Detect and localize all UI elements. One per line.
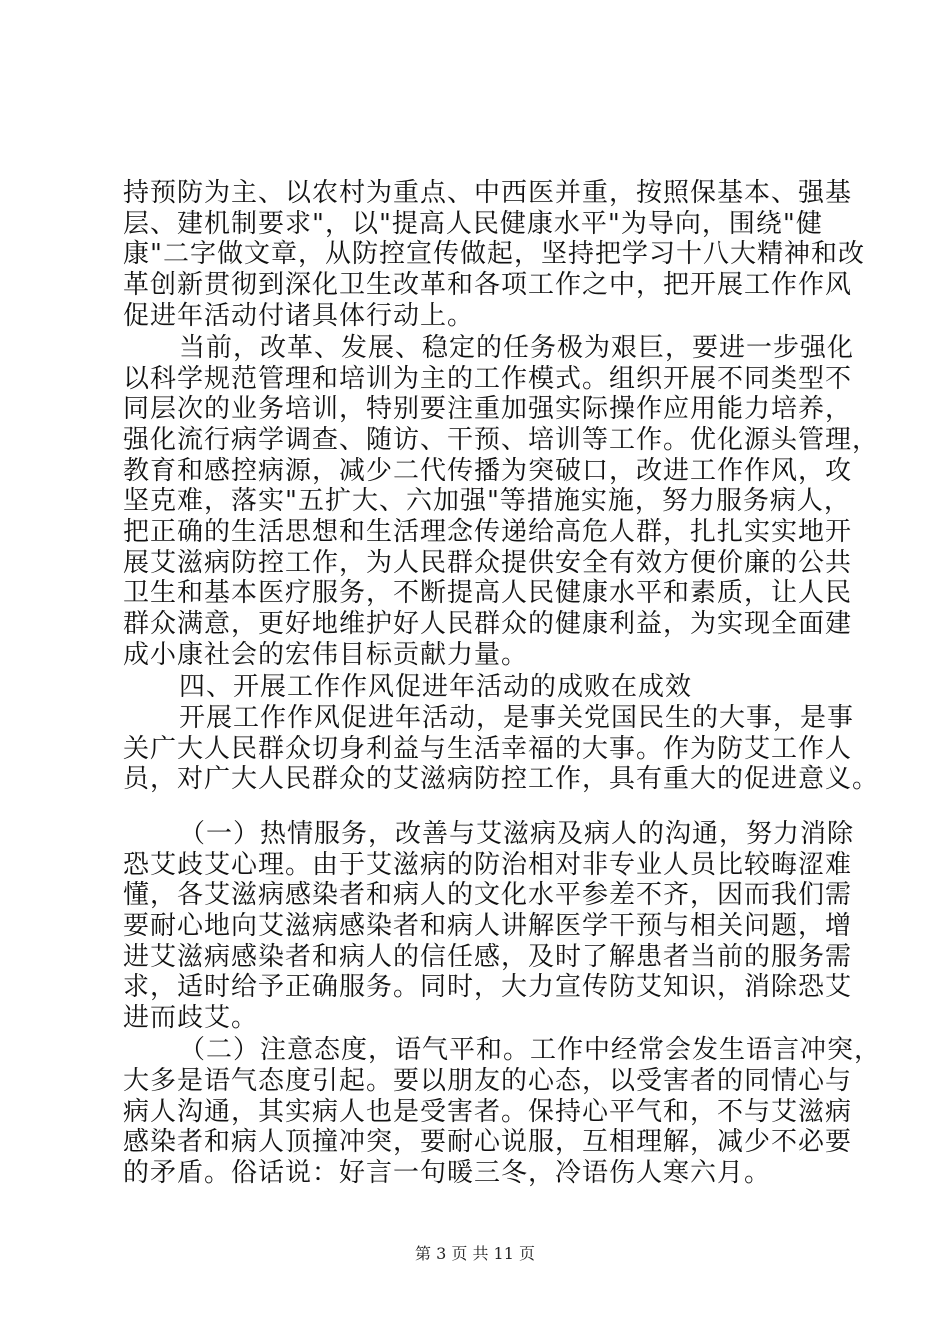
text-line: 坚克难，落实"五扩大、六加强"等措施实施，努力服务病人，: [123, 486, 851, 517]
text-line: 强化流行病学调查、随访、干预、培训等工作。优化源头管理，: [123, 425, 880, 456]
section-heading: 四、开展工作作风促进年活动的成败在成效: [179, 672, 693, 703]
text-line: 进艾滋病感染者和病人的信任感，及时了解患者当前的服务需: [123, 941, 853, 972]
text-line: 革创新贯彻到深化卫生改革和各项工作之中，把开展工作作风: [123, 270, 853, 300]
text-line: 康"二字做文章，从防控宣传做起，坚持把学习十八大精神和改: [123, 239, 865, 270]
text-line: （二）注意态度，语气平和。工作中经常会发生语言冲突，: [179, 1035, 882, 1066]
text-line: 懂，各艾滋病感染者和病人的文化水平参差不齐，因而我们需: [123, 880, 853, 911]
text-line: 求，适时给予正确服务。同时，大力宣传防艾知识，消除恐艾: [123, 972, 853, 1003]
text-line: 成小康社会的宏伟目标贡献力量。: [123, 639, 529, 670]
text-line: 员，对广大人民群众的艾滋病防控工作，具有重大的促进意义。: [123, 764, 880, 795]
text-line: 当前，改革、发展、稳定的任务极为艰巨，要进一步强化: [179, 333, 855, 364]
text-line: 促进年活动付诸具体行动上。: [123, 300, 475, 331]
text-line: 的矛盾。俗话说：好言一句暖三冬，冷语伤人寒六月。: [123, 1158, 772, 1188]
text-line: 进而歧艾。: [123, 1002, 259, 1033]
text-line: 持预防为主、以农村为重点、中西医并重，按照保基本、强基: [123, 178, 853, 208]
text-line: 关广大人民群众切身利益与生活幸福的大事。作为防艾工作人: [123, 733, 853, 764]
text-line: 教育和感控病源，减少二代传播为突破口，改进工作作风，攻: [123, 455, 853, 486]
text-line: 恐艾歧艾心理。由于艾滋病的防治相对非专业人员比较晦涩难: [123, 849, 853, 880]
text-line: 群众满意，更好地维护好人民群众的健康利益，为实现全面建: [123, 609, 853, 640]
text-line: 层、建机制要求"，以"提高人民健康水平"为导向，围绕"健: [123, 208, 823, 239]
text-line: 大多是语气态度引起。要以朋友的心态，以受害者的同情心与: [123, 1066, 853, 1096]
text-line: 展艾滋病防控工作，为人民群众提供安全有效方便价廉的公共: [123, 547, 853, 578]
text-line: 同层次的业务培训，特别要注重加强实际操作应用能力培养，: [123, 394, 853, 425]
text-line: 要耐心地向艾滋病感染者和病人讲解医学干预与相关问题，增: [123, 910, 853, 941]
text-line: 病人沟通，其实病人也是受害者。保持心平气和，不与艾滋病: [123, 1096, 853, 1127]
text-line: 以科学规范管理和培训为主的工作模式。组织开展不同类型不: [123, 363, 853, 394]
text-line: 把正确的生活思想和生活理念传递给高危人群，扎扎实实地开: [123, 517, 853, 548]
text-line: 开展工作作风促进年活动，是事关党国民生的大事，是事: [179, 702, 855, 733]
page-number-footer: 第 3 页 共 11 页: [415, 1244, 535, 1263]
text-line: （一）热情服务，改善与艾滋病及病人的沟通，努力消除: [179, 818, 855, 849]
text-line: 感染者和病人顶撞冲突，要耐心说服，互相理解，减少不必要: [123, 1127, 853, 1158]
text-line: 卫生和基本医疗服务，不断提高人民健康水平和素质，让人民: [123, 578, 853, 609]
